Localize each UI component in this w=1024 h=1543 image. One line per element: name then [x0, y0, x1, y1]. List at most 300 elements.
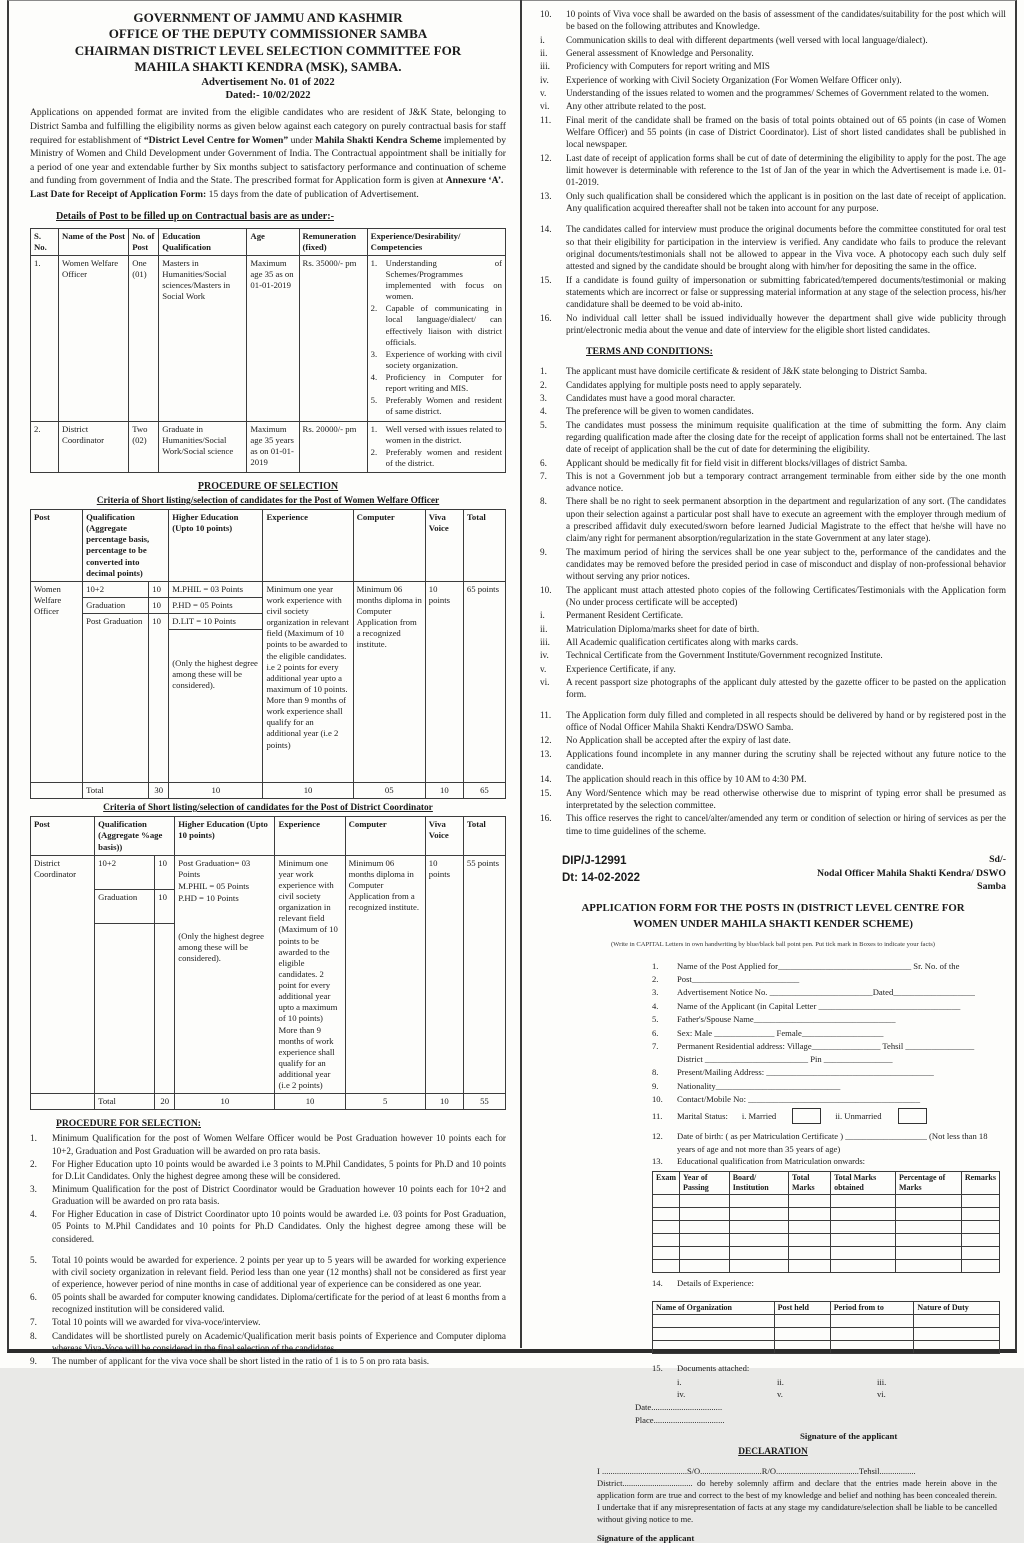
- item-text: Total 10 points would be awarded for experience. 2 points per year up to 5 years will be awarded for working experience with civil society organization in relevant field. Period less than one year (12 months) shall not be considered as first year of experience, however period of nine months in case of additional year of experience can be considered as one year.: [52, 1254, 506, 1289]
- item-marker: 3.: [540, 392, 547, 403]
- education-field-text: Educational qualification from Matriculation onwards:: [677, 1156, 866, 1167]
- document-slot: vi.: [877, 1388, 886, 1399]
- item-text: The candidates must possess the minimum requisite qualification at the time of submitting the form. Any claim regarding qualification made after the closing date for the receipt of application forms shall not be entertained. The last date of receipt of application shall be the cut of date for determining the eligibility.: [566, 419, 1006, 455]
- cell-empty: [31, 783, 83, 799]
- cell-viva: 10 points: [425, 855, 463, 1094]
- item-marker: 2.: [30, 1158, 37, 1169]
- cell-post: District Coordinator: [31, 855, 95, 1094]
- item-text: The Application form duly filled and completed in all respects should be delivered by hand or by registered post in the office of Nodal Officer Mahila Shakti Kendra/DSWO Samba.: [566, 709, 1006, 733]
- cell-total-higher: 10: [169, 783, 263, 799]
- item-marker: 16.: [540, 312, 552, 323]
- intro-text: Applications on appended format are invited from the eligible candidates who are resident of J&K State, belonging to District Samba and fulfilling the eligibility norms as given below against each category on purely contractual basis for staff required for establishment of: [30, 107, 506, 146]
- empty-row: [653, 1207, 1000, 1220]
- cell-total: 55 points: [463, 855, 505, 1094]
- attribute-item: [540, 60, 1006, 72]
- dip-date: Dt: 14-02-2022: [562, 871, 640, 884]
- declaration-body: District................................. do hereby solemnly affirm and declare that the entries made herein above in the application form are true and correct to the best of my knowledge and belief and nothing has been concealed therein. I undertake that if any misrepresentation of facts at any stage my candidature/selection shall be liable to be cancelled without giving notice to me.: [597, 1477, 997, 1524]
- item-text: Experience Certificate, if any.: [566, 663, 676, 674]
- column-header: Percentage of Marks: [896, 1171, 962, 1194]
- cell-post-name: Women Welfare Officer: [59, 255, 129, 421]
- column-divider-line: [520, 0, 522, 1348]
- item-text: Father's/Spouse Name_________________________________: [677, 1014, 896, 1025]
- terms-item: [540, 773, 1006, 785]
- item-marker: 6.: [540, 457, 547, 468]
- cell-post: Women Welfare Officer: [31, 581, 83, 782]
- document-slot: iv.: [677, 1388, 686, 1399]
- empty-cell: [680, 1207, 730, 1220]
- cell-qual-points: 10: [155, 855, 175, 889]
- column-header: Board/ Institution: [729, 1171, 788, 1194]
- competency-item: [371, 424, 502, 446]
- cell-total-computer: 05: [353, 783, 425, 799]
- column-header: Exam: [653, 1171, 680, 1194]
- competency-item: [371, 258, 502, 303]
- empty-row: [653, 1194, 1000, 1207]
- gov-header-line-4: MAHILA SHAKTI KENDRA (MSK), SAMBA.: [134, 59, 402, 75]
- item-marker: 1.: [30, 1133, 37, 1144]
- item-marker: 10.: [540, 584, 552, 595]
- total-row: [31, 783, 506, 799]
- item-text: Total 10 points will we awarded for viva-voce/interview.: [52, 1317, 261, 1328]
- item-marker: 11.: [540, 709, 552, 720]
- field-number: 11.: [652, 1111, 663, 1122]
- item-text: The maximum period of hiring the services shall be one year subject to the, performance of the candidates and the candidates may be removed before the presided period in case of misconduct and display of non-professional behavior without serving any prior notices.: [566, 546, 1006, 582]
- empty-cell: [774, 1328, 830, 1341]
- date-place-block: [635, 1401, 1006, 1427]
- cell-qual-name: 10+2: [95, 855, 155, 889]
- empty-cell: [830, 1315, 914, 1328]
- empty-cell: [961, 1259, 999, 1272]
- certificate-item: [540, 649, 1006, 661]
- empty-row: [653, 1259, 1000, 1272]
- cell-qual-points: 10: [149, 614, 169, 783]
- advertisement-date: Dated:- 10/02/2022: [225, 90, 311, 102]
- cell-total-viva: 10: [425, 1094, 463, 1110]
- item-text: Preferably Women and resident of same district.: [385, 395, 502, 417]
- dc-criteria-table: [30, 816, 506, 1110]
- empty-cell: [774, 1341, 830, 1354]
- attribute-item: [540, 47, 1006, 59]
- terms-item: [540, 812, 1006, 837]
- form-field: [652, 1000, 1000, 1012]
- empty-cell: [961, 1220, 999, 1233]
- item-text: Present/Mailing Address: _______________________________________: [677, 1067, 934, 1078]
- dob-field-text: Date of birth: ( as per Matriculation Certificate ) ___________________ (Not less than 18 years of age and not more than 35 years of age): [677, 1131, 988, 1154]
- item-marker: iii.: [540, 61, 550, 72]
- item-text: Well versed with issues related to women in the district.: [385, 423, 502, 445]
- cell-pay: Rs. 35000/- pm: [299, 255, 367, 421]
- item-marker: v.: [540, 663, 547, 674]
- form-field: [652, 960, 1000, 972]
- empty-cell: [961, 1207, 999, 1220]
- item-marker: 4.: [652, 1000, 659, 1011]
- item-marker: 12.: [540, 152, 552, 163]
- item-marker: 10.: [540, 9, 552, 19]
- item-text: Nationality_____________________________: [677, 1080, 841, 1091]
- field-number: 12.: [652, 1131, 663, 1142]
- empty-cell: [789, 1233, 831, 1246]
- empty-cell: [653, 1246, 680, 1259]
- item-text: Experience of working with Civil Society Organization (For Women Welfare Officer only).: [566, 74, 902, 85]
- terms-item: [540, 457, 1006, 469]
- cell-experience: Minimum one year work experience with civil society organization in relevant field (Maximum of 10 points to be awarded to the eligible candidates. 2 point for every additional year upto a maximum of 10 points) More than 9 months of work experience shall qualify for an additional year (i.e 2 points): [275, 855, 345, 1094]
- terms-item: [540, 734, 1006, 746]
- column-header: Total: [463, 510, 505, 582]
- right-column: [540, 8, 1006, 1543]
- column-header: Year of Passing: [680, 1171, 730, 1194]
- column-header: Nature of Duty: [914, 1302, 1000, 1315]
- sd-mark: Sd/-: [989, 854, 1006, 866]
- numbered-item: [540, 312, 1006, 337]
- last-date-line: [30, 188, 506, 201]
- empty-cell: [653, 1315, 775, 1328]
- cell-viva: 10 points: [425, 581, 463, 782]
- documents-field-label: [652, 1362, 1006, 1374]
- higher-ed-line: M.PHIL = 05 Points: [178, 880, 249, 891]
- item-text: The number of applicant for the viva voce shall be short listed in the ratio of 1 is to 5 on pro rata basis.: [52, 1355, 430, 1366]
- item-marker: 5.: [652, 1014, 659, 1025]
- item-marker: 10.: [652, 1094, 663, 1105]
- document-slot: v.: [777, 1388, 783, 1399]
- cell-qual-name: Post Graduation: [83, 614, 149, 783]
- field-number: 15.: [652, 1363, 663, 1374]
- item-marker: 9.: [30, 1355, 37, 1366]
- column-header: S. No.: [31, 228, 59, 255]
- item-marker: 12.: [540, 735, 552, 746]
- higher-ed-line: P.HD = 10 Points: [178, 893, 239, 904]
- empty-cell: [789, 1246, 831, 1259]
- cell-qual-name: 10+2: [83, 581, 149, 597]
- empty-cell: [831, 1259, 896, 1272]
- terms-and-conditions-heading: TERMS AND CONDITIONS:: [586, 346, 713, 358]
- documents-field-text: Documents attached:: [677, 1363, 750, 1374]
- item-text: Applications found incomplete in any manner during the scrutiny shall be rejected without any future notice to the candidate.: [566, 748, 1006, 772]
- empty-cell: [896, 1207, 962, 1220]
- gov-header-line-3: CHAIRMAN DISTRICT LEVEL SELECTION COMMITTEE FOR: [74, 42, 462, 58]
- cell-competencies: [367, 255, 505, 421]
- item-text: All Academic qualification certificates along with marks cards.: [566, 637, 799, 648]
- higher-ed-note: (Only the highest degree among these will be considered).: [178, 931, 264, 964]
- cell-qual-points: 10: [149, 597, 169, 613]
- item-text: Final merit of the candidate shall be framed on the basis of total points obtained out of 65 points (in case of Women Welfare Officer) and 55 points (in case of District Coordinator). List of short listed candidates shall be published in local newspaper.: [566, 114, 1006, 150]
- cell-higher-ed: D.LIT = 10 Points: [169, 614, 263, 630]
- column-header: Experience: [275, 817, 345, 855]
- cell-education: Masters in Humanities/Social sciences/Masters in Social Work: [159, 255, 247, 421]
- wwo-criteria-table: [30, 509, 506, 799]
- item-text: Only such qualification shall be considered which the applicant is in position on the last date of receipt of application. Any qualification acquired thereafter shall not be taken into account for any purpose.: [566, 190, 1006, 213]
- field-number: 13.: [652, 1156, 663, 1167]
- item-text: The applicant must attach attested photo copies of the following Certificates/Testimonials with the Application form (No under process certificate will be accepted): [566, 584, 1006, 608]
- table-row: [31, 855, 506, 889]
- item-text: Technical Certificate from the Government Institute/Government recognized Institute.: [566, 650, 883, 661]
- unmarried-checkbox: [898, 1108, 927, 1124]
- application-form-note: (Write in CAPITAL Letters in own handwriting by blue/black ball point pen. Put tick mark in Boxes to indicate your facts): [610, 940, 935, 948]
- item-text: The preference will be given to women candidates.: [566, 406, 754, 417]
- item-text: Any Word/Sentence which may be read otherwise otherwise due to misprint of typing error shall be presumed as interpretated by the selection committee.: [566, 787, 1006, 811]
- item-marker: i.: [540, 34, 545, 45]
- item-marker: 1.: [652, 960, 659, 971]
- column-header: Post: [31, 817, 95, 855]
- competency-item: [371, 447, 502, 469]
- item-text: No Application shall be accepted after the expiry of last date.: [566, 735, 791, 746]
- item-marker: 14.: [540, 774, 552, 785]
- empty-cell: [789, 1194, 831, 1207]
- item-marker: 4.: [370, 372, 378, 383]
- cell-total-qual: 30: [149, 783, 169, 799]
- cell-total-experience: 10: [275, 1094, 345, 1110]
- empty-cell: [653, 1259, 680, 1272]
- item-text: Candidates will be shortlisted purely on Academic/Qualification merit basis points of Experience and Computer diploma whereas Viva-Voce will be considered in the final selection of the candidates.: [52, 1330, 506, 1353]
- empty-cell: [896, 1194, 962, 1207]
- empty-cell: [961, 1194, 999, 1207]
- item-text: For Higher Education upto 10 points would be awarded i.e 3 points to M.Phil Candidates, 5 points for Ph.D and 10 points for D.Lit Candidates. Only the highest degree among these will be considered.: [52, 1158, 506, 1181]
- item-marker: 4.: [540, 406, 547, 417]
- empty-cell: [653, 1233, 680, 1246]
- cell-computer: Minimum 06 months diploma in Computer Application from a recognized institute.: [353, 581, 425, 782]
- item-marker: 8.: [540, 496, 547, 507]
- education-qualification-table: [652, 1171, 1000, 1273]
- unmarried-option-label: ii. Unmarried: [835, 1111, 882, 1122]
- item-marker: iv.: [540, 650, 549, 661]
- column-header: Period from to: [830, 1302, 914, 1315]
- empty-cell: [830, 1328, 914, 1341]
- item-text: Proficiency in Computer for report writing and MIS.: [385, 372, 502, 394]
- cell-competencies: [367, 421, 505, 473]
- item-text: General assessment of Knowledge and Personality.: [566, 47, 754, 58]
- attribute-item: [540, 34, 1006, 46]
- application-form-title: APPLICATION FORM FOR THE POSTS IN (DISTRICT LEVEL CENTRE FOR WOMEN UNDER MAHILA SHAKTI KENDER SCHEME): [581, 902, 965, 931]
- item-marker: 8.: [652, 1067, 659, 1078]
- column-header: Total: [463, 817, 505, 855]
- procedure-item: [30, 1355, 506, 1367]
- empty-row: [653, 1246, 1000, 1259]
- procedure-item: [30, 1132, 506, 1156]
- column-header: Experience: [263, 510, 353, 582]
- item-text: 05 points shall be awarded for computer knowing candidates. Diploma/certificate for the period of at least 6 months from a recognized institution will be considered valid.: [52, 1292, 506, 1315]
- posts-table-header-row: [31, 228, 506, 255]
- total-row: [31, 1094, 506, 1110]
- form-field: [652, 1093, 1000, 1105]
- item-marker: 13.: [540, 748, 552, 759]
- wwo-criteria-heading: Criteria of Short listing/selection of candidates for the Post of Women Welfare Officer: [96, 496, 440, 507]
- item-marker: iii.: [540, 637, 550, 648]
- criteria-header-row: [31, 817, 506, 855]
- item-text: This is not a Government job but a temporary contract arrangement terminable from either side by the one month advance notice.: [566, 470, 1006, 494]
- item-marker: 5.: [540, 419, 547, 430]
- column-header: Name of the Post: [59, 228, 129, 255]
- numbered-item: [540, 114, 1006, 151]
- general-items-list: [540, 114, 1006, 337]
- item-text: Last date of receipt of application forms shall be cut of date of determining the eligibility to apply for the post. The age limit however is determinable with reference to the 1st of Jan of the year in which the Advertisement is made i.e. 01-01-2019.: [566, 152, 1006, 188]
- column-header: Total Marks: [789, 1171, 831, 1194]
- terms-item: [540, 787, 1006, 812]
- empty-cell: [831, 1194, 896, 1207]
- cell-age: Maximum age 35 as on 01-01-2019: [247, 255, 299, 421]
- cell-higher-ed: P.HD = 05 Points: [169, 597, 263, 613]
- gov-header-line-1: GOVERNMENT OF JAMMU AND KASHMIR: [133, 10, 403, 25]
- competency-item: [371, 372, 502, 394]
- certificate-item: [540, 636, 1006, 648]
- empty-row: [653, 1220, 1000, 1233]
- terms-item: [540, 365, 1006, 377]
- certificate-item: [540, 623, 1006, 635]
- higher-ed-line: Post Graduation= 03 Points: [178, 857, 251, 879]
- item-marker: 3.: [30, 1183, 37, 1194]
- intro-paragraph: [30, 106, 506, 188]
- experience-details-table: [652, 1301, 1000, 1354]
- cell-sno: 1.: [31, 255, 59, 421]
- numbered-item: [540, 190, 1006, 215]
- column-header: No. of Post: [129, 228, 159, 255]
- empty-cell: [831, 1207, 896, 1220]
- item-marker: 2.: [370, 303, 378, 314]
- empty-row: [653, 1328, 1000, 1341]
- terms-item: [540, 495, 1006, 544]
- empty-cell: [653, 1194, 680, 1207]
- item-text: No individual call letter shall be issued individually however the department shall give wide publicity through print/electronic media about the venue and date of interview for the eligible short listed candidates.: [566, 312, 1006, 335]
- signoff-block: [540, 853, 1006, 894]
- empty-cell: [729, 1194, 788, 1207]
- item-marker: 11.: [540, 114, 552, 125]
- dip-reference-block: [562, 853, 640, 894]
- empty-cell: [789, 1220, 831, 1233]
- item-text: 10 points of Viva voce shall be awarded on the basis of assessment of the candidates/suitability for the post which will be based on the following attributes and Knowledge.: [566, 9, 1006, 32]
- cell-sno: 2.: [31, 421, 59, 473]
- column-header: Viva Voice: [425, 817, 463, 855]
- item-text: Communication skills to deal with different departments (well versed with local language/dialect).: [566, 34, 928, 45]
- item-text: Matriculation Diploma/marks sheet for date of birth.: [566, 623, 760, 634]
- cell-experience: Minimum one year work experience with civil society organization in relevant field (Maximum of 10 points to be awarded to the eligible candidates. i.e 2 points for every additional year upto a maximum of 10 points. More than 9 months of work experience shall qualify for an additional year (i.e 2 points): [263, 581, 353, 782]
- item-marker: 5.: [30, 1254, 37, 1265]
- terms-item: [540, 405, 1006, 417]
- intro-text: under: [288, 134, 315, 146]
- item-text: Applicant should be medically fit for field visit in different blocks/villages of district Samba.: [566, 457, 908, 468]
- item-marker: 4.: [30, 1209, 37, 1220]
- education-field-label: [652, 1155, 1006, 1167]
- item-text: Capable of communicating in local language/dialect/ can effectively liaison with district officials.: [385, 303, 502, 347]
- procedure-item: [30, 1208, 506, 1244]
- cell-qual-name: Graduation: [83, 597, 149, 613]
- documents-grid: [677, 1377, 977, 1399]
- advertisement-number: Advertisement No. 01 of 2022: [201, 77, 335, 89]
- intro-bold-annexure: Annexure ‘A’.: [445, 175, 504, 187]
- item-marker: 8.: [30, 1330, 37, 1341]
- empty-cell: [896, 1220, 962, 1233]
- criteria-header-row: [31, 510, 506, 582]
- empty-cell: [774, 1315, 830, 1328]
- item-text: Candidates applying for multiple posts need to apply separately.: [566, 379, 802, 390]
- numbered-item: [540, 223, 1006, 272]
- certificates-list: [540, 609, 1006, 700]
- column-header: Experience/Desirability/ Competencies: [367, 228, 505, 255]
- nodal-officer-title: Nodal Officer Mahila Shakti Kendra/ DSWO: [817, 867, 1006, 879]
- table-row: [31, 421, 506, 473]
- left-column: [30, 10, 506, 1368]
- item-text: The applicant must have domicile certificate & resident of J&K state belonging to District Samba.: [566, 366, 928, 377]
- item-marker: ii.: [540, 623, 548, 634]
- item-marker: 16.: [540, 813, 552, 824]
- cell-total: 65 points: [463, 581, 505, 782]
- married-option-label: i. Married: [741, 1111, 777, 1122]
- terms-list-11-16: [540, 709, 1006, 837]
- cell-total-label: Total: [83, 783, 149, 799]
- terms-item: [540, 546, 1006, 583]
- date-line: Date.................................: [635, 1401, 723, 1412]
- item-text: Name of the Applicant (in Capital Letter _________________________________: [677, 1000, 961, 1011]
- viva-attributes-list: [540, 34, 1006, 113]
- empty-cell: [831, 1220, 896, 1233]
- item-text: There shall be no right to seek permanent absorption in the department and regularization of any sort. (The candidates upon their selection against a particular post shall have to execute an agreement with the employer through medium of a prescribed affidavit duly executed/sworn before learned Judicial Magistrate to the effect that he/she will have no claim/any right for permanent absorption/regularization in the state Government at any later stage).: [566, 496, 1006, 544]
- form-field: [652, 973, 1000, 985]
- item-marker: 5.: [370, 395, 378, 406]
- intro-bold-centre-name: “District Level Centre for Women”: [143, 134, 289, 146]
- field-number: 14.: [652, 1277, 663, 1288]
- empty-cell: [914, 1315, 1000, 1328]
- cell-post-count: Two (02): [129, 421, 159, 473]
- item-marker: 2.: [652, 973, 659, 984]
- cell-pay: Rs. 20000/- pm: [299, 421, 367, 473]
- competency-item: [371, 395, 502, 417]
- numbered-item: [540, 8, 1006, 33]
- higher-ed-note: (Only the highest degree among these will be considered).: [172, 658, 258, 691]
- document-slot: i.: [677, 1376, 682, 1387]
- applicant-signature-label-bottom: Signature of the applicant: [597, 1532, 695, 1543]
- intro-text: implemented by Ministry of Women and Child Development under Government of India. The Contractual appointment shall be initially for a period of one year and extendable further by Six months subject to satisfactory performance and continuation of scheme and funding from government of India and the State. The prescribed format for Application form is given at: [30, 134, 507, 187]
- intro-bold-scheme-name: Mahila Shakti Kendra Scheme: [314, 134, 442, 146]
- column-header: Post: [31, 510, 83, 582]
- item-text: Contact/Mobile No: ________________________________________: [677, 1094, 921, 1105]
- empty-cell: [680, 1233, 730, 1246]
- item-marker: 3.: [370, 348, 378, 359]
- empty-cell: [914, 1328, 1000, 1341]
- column-header: Total Marks obtained: [831, 1171, 896, 1194]
- numbered-item: [540, 274, 1006, 311]
- cell-empty: [155, 924, 175, 1094]
- numbered-item: [540, 152, 1006, 189]
- empty-cell: [896, 1233, 962, 1246]
- procedure-for-selection-list: [30, 1132, 506, 1367]
- column-header: Qualification (Aggregate percentage basis, percentage to be converted into decimal points): [83, 510, 169, 582]
- cell-total-experience: 10: [263, 783, 353, 799]
- cell-empty: [95, 924, 155, 1094]
- item-text: Permanent Residential address: Village________________ Tehsil ________________ District ________________________ Pin ________________: [677, 1041, 975, 1064]
- experience-field-label: [652, 1277, 1006, 1289]
- empty-cell: [961, 1233, 999, 1246]
- column-header: Qualification (Aggregate %age basis)): [95, 817, 175, 855]
- item-text: Understanding of the issues related to women and the programmes/ Schemes of Government related to the women.: [566, 87, 989, 98]
- cell-qual-points: 10: [149, 581, 169, 597]
- dip-number: DIP/J-12991: [562, 855, 627, 868]
- table-header-row: [653, 1302, 1000, 1315]
- declaration-heading: DECLARATION: [738, 1446, 808, 1457]
- attribute-item: [540, 100, 1006, 112]
- item-text: Candidates must have a good moral character.: [566, 392, 736, 403]
- item-text: Preferably women and resident of the district.: [385, 446, 502, 468]
- declaration-line1: I ........................................S/O.............................R/O.......................................Tehsil.................: [597, 1465, 916, 1476]
- item-marker: 15.: [540, 787, 552, 798]
- document-slot: iii.: [877, 1376, 887, 1387]
- details-of-post-heading: Details of Post to be filled up on Contractual basis are as under:-: [56, 210, 334, 222]
- empty-cell: [729, 1246, 788, 1259]
- married-checkbox: [792, 1108, 821, 1124]
- item-marker: 9.: [540, 546, 547, 557]
- column-header: Computer: [353, 510, 425, 582]
- column-header: Education Qualification: [159, 228, 247, 255]
- attribute-item: [540, 74, 1006, 86]
- procedure-of-selection-heading: PROCEDURE OF SELECTION: [197, 481, 339, 493]
- last-date-text: 15 days from the date of publication of Advertisement.: [206, 189, 419, 201]
- item-text: Name of the Post Applied for_______________________________ Sr. No. of the: [677, 960, 960, 971]
